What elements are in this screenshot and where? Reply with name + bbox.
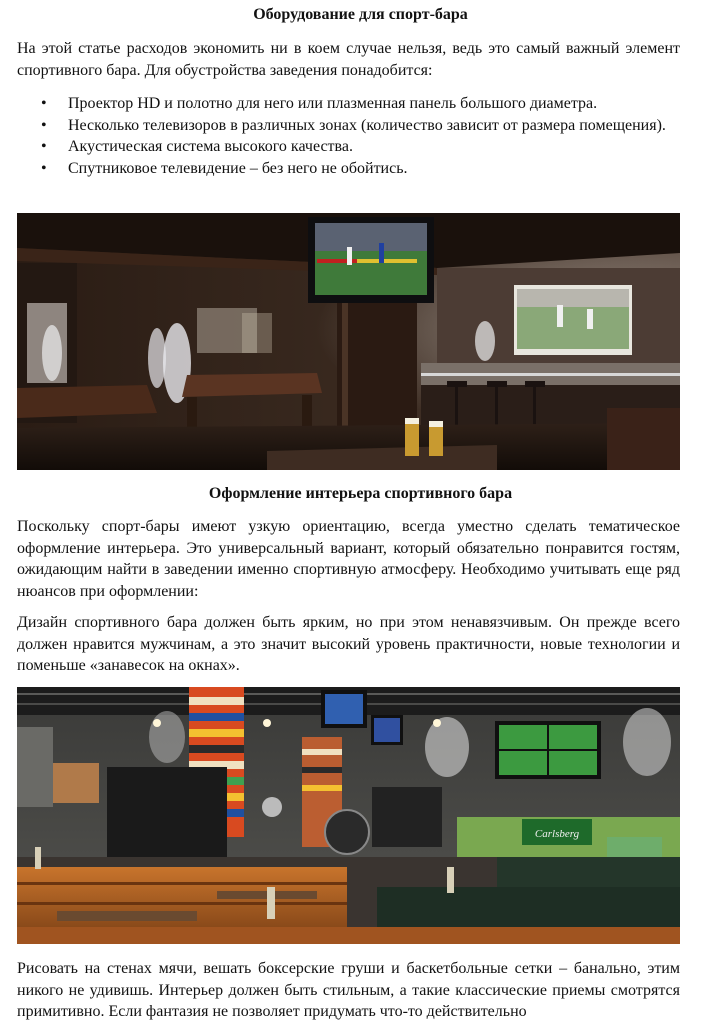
section-heading-equipment: Оборудование для спорт-бара [253,6,468,23]
list-item [17,115,680,137]
design-paragraph: Дизайн спортивного бара должен быть ярким, но при этом ненавязчивым. Он прежде всего должен нравится мужчинам, а это значит высокий уровень практичности, новые технологии и поменьше «занавесок на окнах». [17,614,680,674]
bullet-icon: • [41,95,47,112]
bullet-icon: • [41,159,47,177]
list-item-text: Спутниковое телевидение – без него не обойтись. [68,159,408,177]
bullet-icon: • [41,116,47,134]
carlsberg-sign: Carlsberg [534,828,580,840]
theme-paragraph: Поскольку спорт-бары имеют узкую ориентацию, всегда уместно сделать тематическое оформление интерьера. Это универсальный вариант, который обязательно понравится гостям, ожидающим найти в заведении именно спортивную атмосферу. Необходимо учитывать еще ряд нюансов при оформлении: [17,518,680,600]
list-item [17,136,680,158]
list-item-text: Несколько телевизоров в различных зонах (количество зависит от размера помещения). [68,116,666,134]
bullet-icon: • [41,138,47,155]
sports-bar-interior-photo [17,213,680,470]
list-item-text: Проектор HD и полотно для него или плазменная панель большого диаметра. [68,95,598,112]
section-heading-interior: Оформление интерьера спортивного бара [208,485,513,502]
equipment-list [17,93,680,179]
list-item [17,93,680,115]
intro-paragraph: На этой статье расходов экономить ни в коем случае нельзя, ведь это самый важный элемент спортивного бара. Для обустройства заведения понадобится: [17,40,680,79]
walls-paragraph: Рисовать на стенах мячи, вешать боксерские груши и баскетбольные сетки – банально, этим никого не удивишь. Интерьер должен быть стильным, а такие классические приемы смотрятся примитивно. Если фантазия не позволяет придумать что-то действительно [17,960,680,1020]
sports-bar-hall-photo [17,687,680,944]
list-item [17,158,680,180]
list-item-text: Акустическая система высокого качества. [68,138,353,155]
